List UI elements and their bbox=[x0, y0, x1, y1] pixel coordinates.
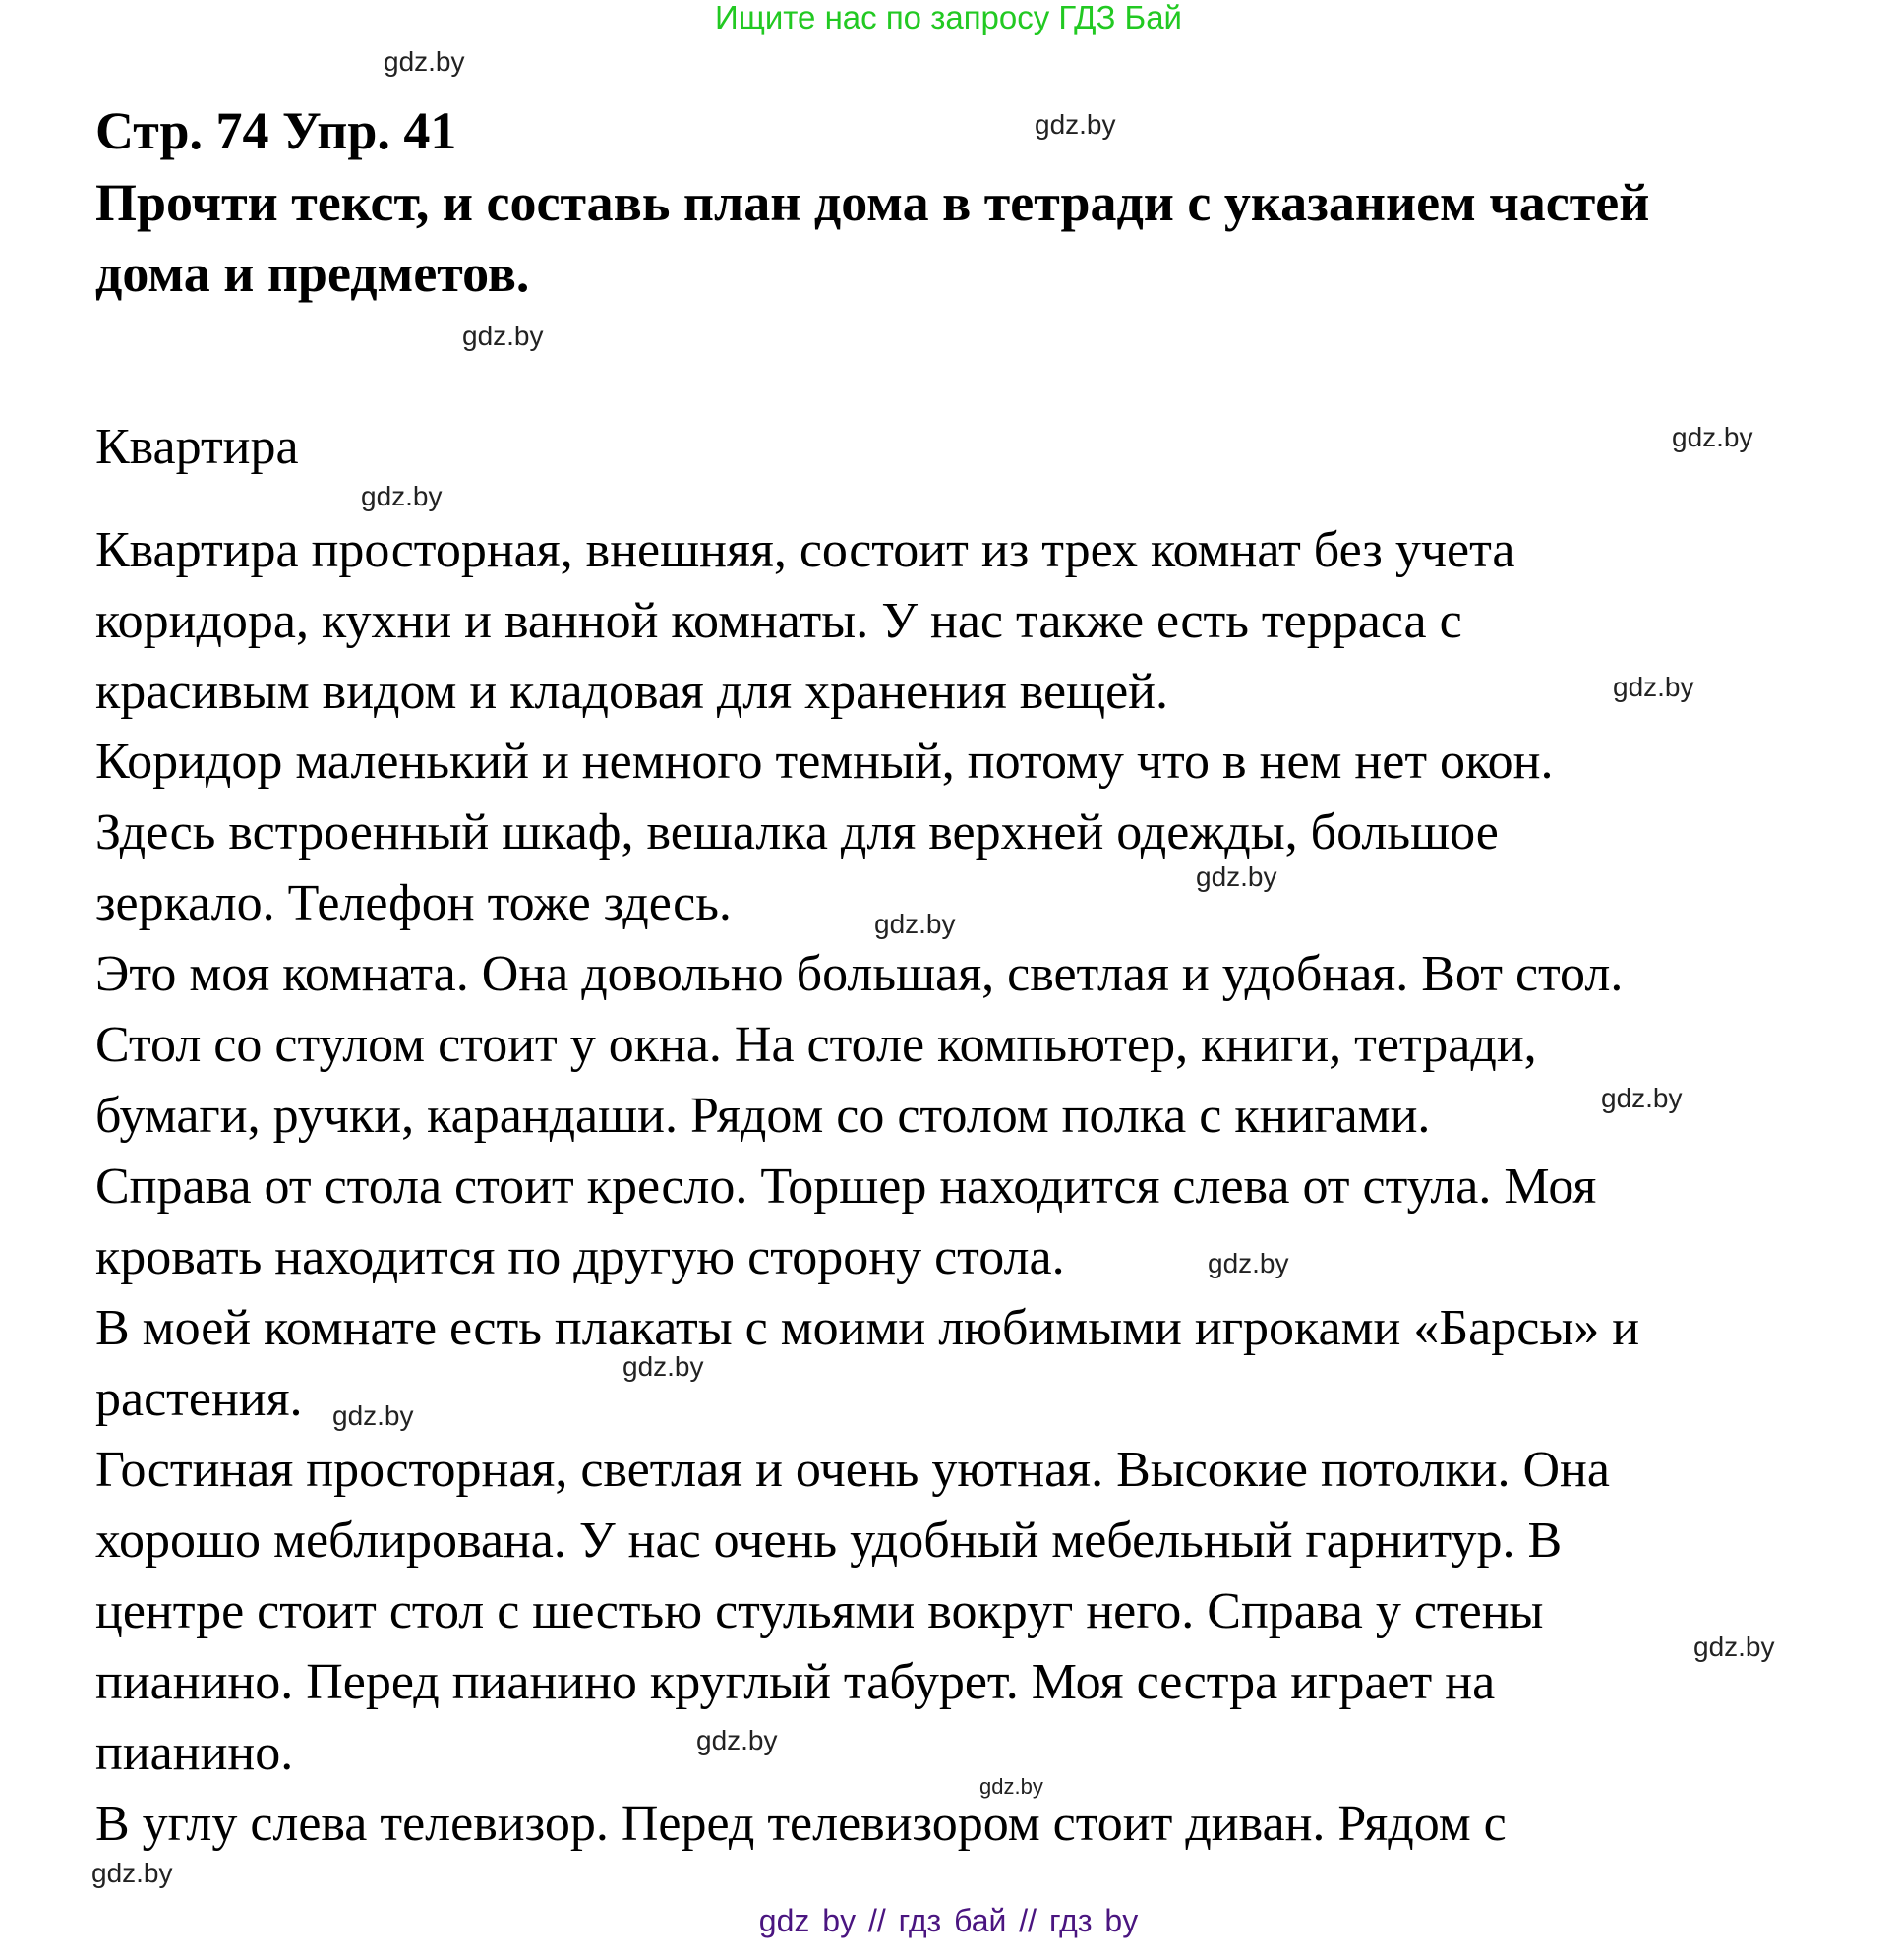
watermark: gdz.by bbox=[462, 321, 544, 351]
text-line: В моей комнате есть плакаты с моими любимыми игроками «Барсы» и bbox=[95, 1300, 1640, 1356]
text-line: Квартира просторная, внешняя, состоит из трех комнат без учета bbox=[95, 522, 1515, 578]
task-instruction-line-2: дома и предметов. bbox=[95, 244, 530, 303]
watermark: gdz.by bbox=[696, 1725, 778, 1755]
watermark: gdz.by bbox=[1672, 422, 1753, 452]
watermark: gdz.by bbox=[874, 909, 956, 939]
text-line: бумаги, ручки, карандаши. Рядом со столом полка с книгами. bbox=[95, 1088, 1431, 1144]
watermark: gdz.by bbox=[1196, 861, 1277, 892]
text-line: пианино. bbox=[95, 1725, 294, 1781]
watermark: gdz.by bbox=[1613, 672, 1694, 702]
search-hint-banner: Ищите нас по запросу ГДЗ Бай bbox=[715, 0, 1182, 35]
text-line: красивым видом и кладовая для хранения вещей. bbox=[95, 664, 1169, 720]
watermark: gdz.by bbox=[1601, 1083, 1683, 1113]
text-line: растения. bbox=[95, 1371, 303, 1427]
text-line: Коридор маленький и немного темный, потому что в нем нет окон. bbox=[95, 734, 1554, 790]
watermark: gdz.by bbox=[1035, 109, 1116, 140]
exercise-title: Стр. 74 Упр. 41 bbox=[95, 101, 457, 160]
text-line: Здесь встроенный шкаф, вешалка для верхней одежды, большое bbox=[95, 804, 1499, 861]
text-line: Это моя комната. Она довольно большая, светлая и удобная. Вот стол. bbox=[95, 946, 1624, 1002]
watermark: gdz.by bbox=[1208, 1248, 1289, 1278]
watermark: gdz.by bbox=[332, 1400, 414, 1431]
text-heading: Квартира bbox=[95, 419, 299, 475]
text-line: зеркало. Телефон тоже здесь. bbox=[95, 875, 732, 931]
text-line: коридора, кухни и ванной комнаты. У нас также есть терраса с bbox=[95, 593, 1462, 649]
text-line: кровать находится по другую сторону стола. bbox=[95, 1229, 1065, 1285]
watermark: gdz.by bbox=[622, 1351, 704, 1382]
watermark: gdz.by bbox=[1693, 1632, 1775, 1662]
watermark: gdz.by bbox=[979, 1774, 1043, 1799]
text-line: центре стоит стол с шестью стульями вокруг него. Справа у стены bbox=[95, 1583, 1544, 1639]
watermark: gdz.by bbox=[361, 481, 443, 511]
footer-site-links: gdz by // гдз бай // гдз by bbox=[758, 1903, 1139, 1938]
text-line: В углу слева телевизор. Перед телевизором стоит диван. Рядом с bbox=[95, 1796, 1507, 1852]
text-line: хорошо меблирована. У нас очень удобный мебельный гарнитур. В bbox=[95, 1513, 1563, 1569]
text-line: Стол со стулом стоит у окна. На столе компьютер, книги, тетради, bbox=[95, 1017, 1537, 1073]
text-line: Гостиная просторная, светлая и очень уютная. Высокие потолки. Она bbox=[95, 1442, 1610, 1498]
watermark: gdz.by bbox=[384, 46, 465, 77]
watermark: gdz.by bbox=[91, 1858, 173, 1888]
text-line: Справа от стола стоит кресло. Торшер находится слева от стула. Моя bbox=[95, 1158, 1597, 1215]
task-instruction-line-1: Прочти текст, и составь план дома в тетради с указанием частей bbox=[95, 173, 1650, 232]
text-line: пианино. Перед пианино круглый табурет. Моя сестра играет на bbox=[95, 1654, 1496, 1710]
